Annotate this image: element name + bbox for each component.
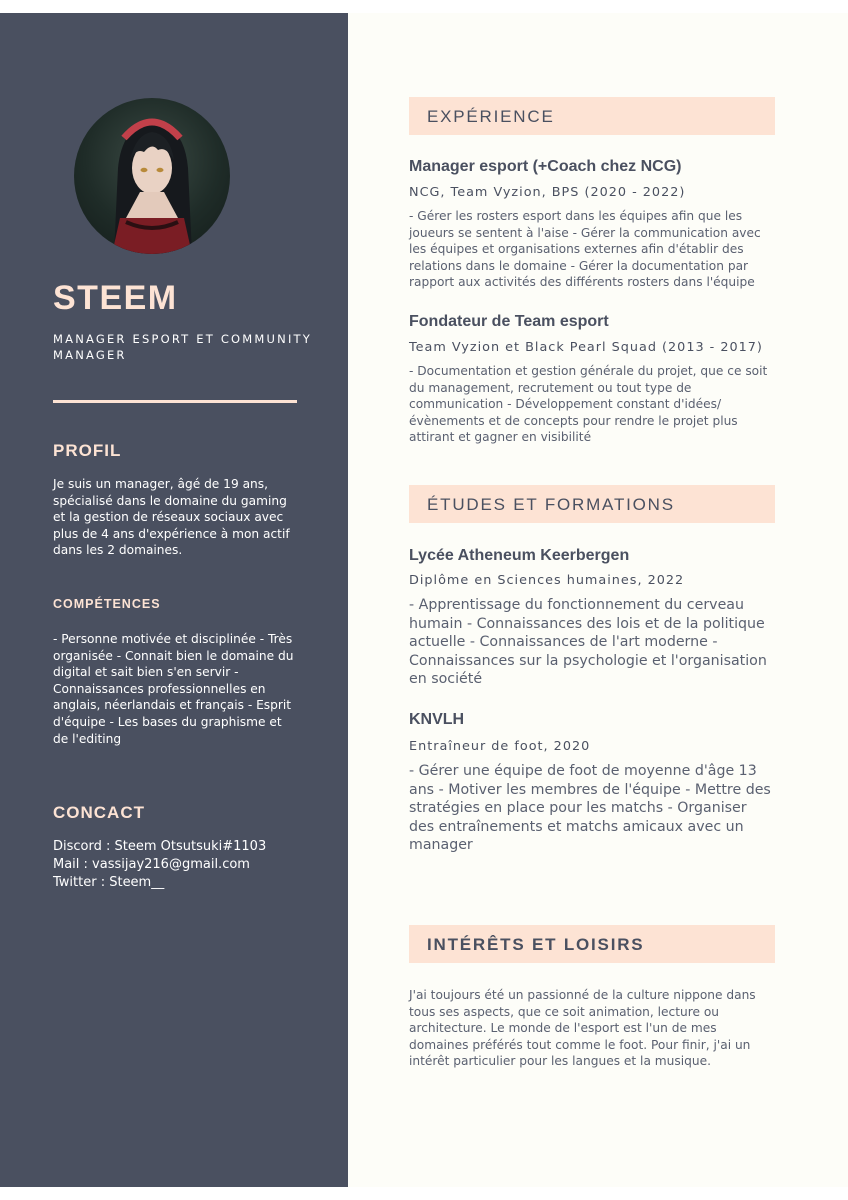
job-description: - Documentation et gestion générale du projet, que ce soit du management, recrutement ou tout type de communication - Développement constant d'idées/évènements et de concepts pour rendre le projet plus attirant et gagner en visibilité — [409, 364, 768, 445]
contact-mail: Mail : vassijay216@gmail.com — [53, 857, 250, 872]
education-section-header — [409, 485, 775, 523]
sidebar — [0, 13, 348, 1187]
interests-text: J'ai toujours été un passionné de la culture nippone dans tous ses aspects, que ce soit animation, lecture ou architecture. Le monde de l'esport est l'un de mes domaines préférés tout comme le foot. Pour finir, j'ai un intérêt particulier pour les langues et la musique. — [409, 988, 756, 1069]
contact-list — [53, 838, 313, 892]
profile-avatar — [74, 98, 230, 254]
contact-discord: Discord : Steem Otsutsuki#1103 — [53, 839, 267, 854]
profile-text: Je suis un manager, âgé de 19 ans, spécialisé dans le domaine du gaming et la gestion de réseaux sociaux avec plus de 4 ans d'expérience à mon actif dans les 2 domaines. — [53, 477, 290, 558]
contact-twitter: Twitter : Steem__ — [53, 875, 165, 890]
experience-section-header — [409, 97, 775, 135]
sidebar-divider — [53, 400, 297, 403]
education-description: - Gérer une équipe de foot de moyenne d'âge 13 ans - Motiver les membres de l'équipe - Mettre des stratégies en place pour les matchs - Organiser des entraînements et matchs amicaux avec un manager — [409, 763, 771, 854]
resume-page — [0, 13, 848, 1187]
skills-heading: COMPÉTENCES — [53, 597, 161, 611]
education-description: - Apprentissage du fonctionnement du cerveau humain - Connaissances des lois et de la politique actuelle - Connaissances de l'art moderne - Connaissances sur la psychologie et l'organisation en société — [409, 597, 767, 688]
education-subtitle: Diplôme en Sciences humaines, 2022 — [409, 573, 685, 588]
skills-text: - Personne motivée et disciplinée - Très organisée - Connait bien le domaine du digital et sait bien s'en servir - Connaissances professionnelles en anglais, néerlandais et français - Esprit d'équipe - Les bases du graphisme et de l'editing — [53, 632, 294, 746]
person-role: MANAGER ESPORT ET COMMUNITY MANAGER — [53, 332, 312, 362]
interests-heading: INTÉRÊTS ET LOISIRS — [427, 935, 645, 954]
profile-heading: PROFIL — [53, 441, 122, 460]
person-name: STEEM — [53, 279, 178, 317]
job-subtitle: Team Vyzion et Black Pearl Squad (2013 - 2017) — [409, 340, 763, 355]
education-heading: ÉTUDES ET FORMATIONS — [427, 495, 675, 514]
contact-heading: CONCACT — [53, 803, 145, 822]
interests-section-header — [409, 925, 775, 963]
education-title: Lycée Atheneum Keerbergen — [409, 547, 630, 564]
job-title: Manager esport (+Coach chez NCG) — [409, 158, 682, 175]
job-subtitle: NCG, Team Vyzion, BPS (2020 - 2022) — [409, 185, 686, 200]
job-description: - Gérer les rosters esport dans les équipes afin que les joueurs se sentent à l'aise - Gérer la communication avec les équipes et organisations externes afin d'établir des relations dans le domaine - Gérer la documentation par rapport aux activités des différents rosters dans l'équipe — [409, 209, 761, 290]
avatar-illustration — [74, 98, 230, 254]
job-title: Fondateur de Team esport — [409, 313, 609, 330]
education-title: KNVLH — [409, 711, 465, 728]
experience-heading: EXPÉRIENCE — [427, 107, 555, 126]
education-subtitle: Entraîneur de foot, 2020 — [409, 739, 591, 754]
